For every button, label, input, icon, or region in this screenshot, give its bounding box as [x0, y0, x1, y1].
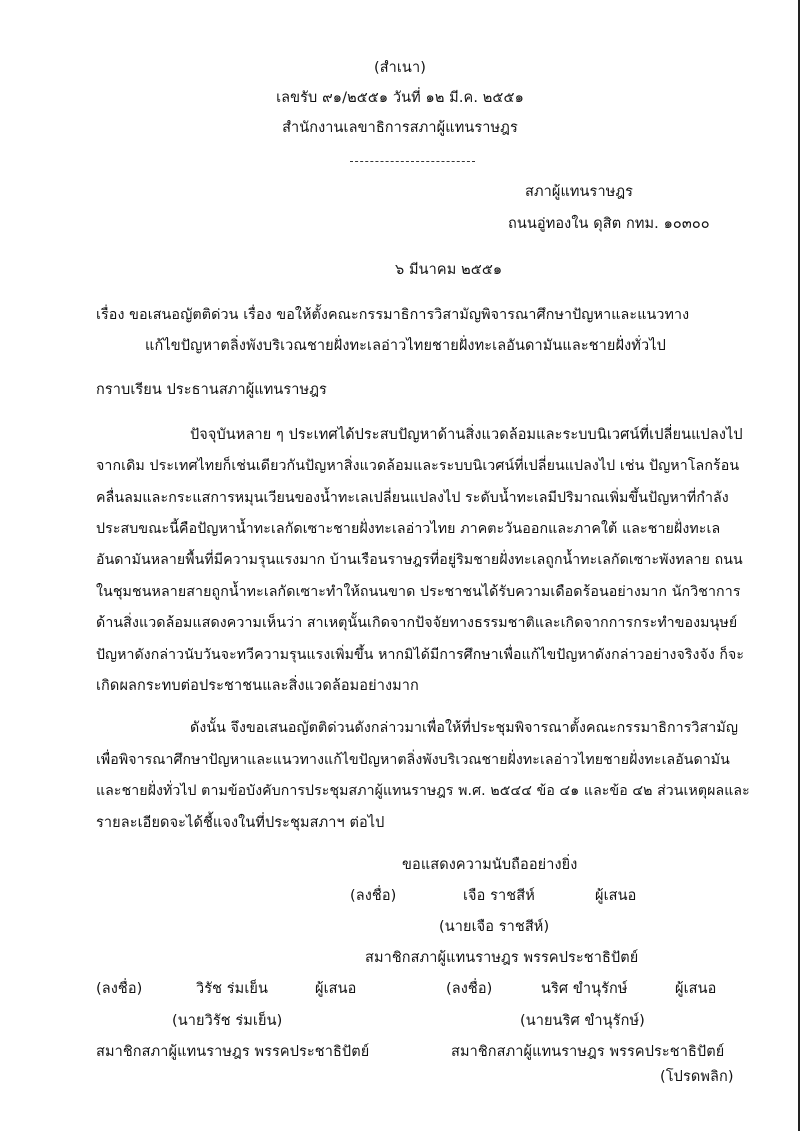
body-line: ปัจจุบันหลาย ๆ ประเทศได้ประสบปัญหาด้านสิ่งแวดล้อมและระบบนิเวศน์ที่เปลี่ยนแปลงไป	[190, 427, 743, 443]
signer-position: สมาชิกสภาผู้แทนราษฎร พรรคประชาธิปัตย์	[451, 1044, 725, 1060]
body-line: อันดามันหลายพื้นที่มีความรุนแรงมาก บ้านเรือนราษฎรที่อยู่ริมชายฝั่งทะเลถูกน้ำทะเลกัดเซาะพังทลาย ถนน	[96, 552, 743, 568]
subject-line-1: เรื่อง ขอเสนอญัตติด่วน เรื่อง ขอให้ตั้งคณะกรรมาธิการวิสามัญพิจารณาศึกษาปัญหาและแนวทาง	[96, 307, 690, 323]
body-line: ในชุมชนหลายสายถูกน้ำทะเลกัดเซาะทำให้ถนนขาด ประชาชนได้รับความเดือดร้อนอย่างมาก นักวิชาการ	[96, 584, 741, 600]
signature: วิรัช ร่มเย็น	[196, 981, 268, 997]
body-line: เกิดผลกระทบต่อประชาชนและสิ่งแวดล้อมอย่างมาก	[96, 678, 419, 694]
body-line: ประสบขณะนี้คือปัญหาน้ำทะเลกัดเซาะชายฝั่งทะเลอ่าวไทย ภาคตะวันออกและภาคใต้ และชายฝั่งทะเล	[96, 521, 721, 537]
body-line: และชายฝั่งทั่วไป ตามข้อบังคับการประชุมสภาผู้แทนราษฎร พ.ศ. ๒๕๔๔ ข้อ ๔๑ และข้อ ๔๒ ส่วนเหตุผลและ	[96, 783, 750, 799]
body-line: จากเดิม ประเทศไทยก็เช่นเดียวกันปัญหาสิ่งแวดล้อมและระบบนิเวศน์ที่เปลี่ยนแปลงไป เช่น ปัญหาโลกร้อน	[96, 458, 740, 474]
sign-label: (ลงชื่อ)	[96, 981, 143, 997]
document-date: ๖ มีนาคม ๒๕๕๑	[395, 262, 503, 278]
sign-label: (ลงชื่อ)	[446, 981, 493, 997]
signer-name: (นายนริศ ขำนุรักษ์)	[520, 1013, 645, 1029]
body-line: ด้านสิ่งแวดล้อมแสดงความเห็นว่า สาเหตุนั้นเกิดจากปัจจัยทางธรรมชาติและเกิดจากการกระทำของมนุษย์	[96, 615, 738, 631]
closing: ขอแสดงความนับถืออย่างยิ่ง	[402, 857, 578, 873]
body-line: ปัญหาดังกล่าวนับวันจะทวีความรุนแรงเพิ่มขึ้น หากมิได้มีการศึกษาเพื่อแก้ไขปัญหาดังกล่าวอย่างจริงจัง ก็จะ	[96, 647, 745, 663]
address-street: ถนนอู่ทองใน ดุสิต กทม. ๑๐๓๐๐	[508, 216, 710, 232]
proposer-role: ผู้เสนอ	[595, 888, 637, 904]
signer-name: (นายวิรัช ร่มเย็น)	[172, 1013, 283, 1029]
sign-label: (ลงชื่อ)	[350, 888, 397, 904]
body-line: รายละเอียดจะได้ชี้แจงในที่ประชุมสภาฯ ต่อไป	[96, 815, 385, 831]
body-line: คลื่นลมและกระแสการหมุนเวียนของน้ำทะเลเปลี่ยนแปลงไป ระดับน้ำทะเลมีปริมาณเพิ่มขึ้นปัญหาที่กำลัง	[96, 490, 729, 506]
proposer-role: ผู้เสนอ	[315, 981, 357, 997]
subject-line-2: แก้ไขปัญหาตลิ่งพังบริเวณชายฝั่งทะเลอ่าวไทยชายฝั่งทะเลอันดามันและชายฝั่งทั่วไป	[145, 338, 666, 354]
address-org: สภาผู้แทนราษฎร	[525, 184, 634, 200]
signer-position: สมาชิกสภาผู้แทนราษฎร พรรคประชาธิปัตย์	[96, 1044, 370, 1060]
proposer-role: ผู้เสนอ	[675, 981, 717, 997]
signature: นริศ ขำนุรักษ์	[541, 981, 628, 997]
body-line: เพื่อพิจารณาศึกษาปัญหาและแนวทางแก้ไขปัญหาตลิ่งพังบริเวณชายฝั่งทะเลอ่าวไทยชายฝั่งทะเลอันดามัน	[96, 752, 730, 768]
please-turn-over: (โปรดพลิก)	[660, 1069, 734, 1085]
receipt-line: เลขรับ ๙๑/๒๕๕๑ วันที่ ๑๒ มี.ค. ๒๕๕๑	[276, 90, 524, 106]
body-line: ดังนั้น จึงขอเสนอญัตติด่วนดังกล่าวมาเพื่อให้ที่ประชุมพิจารณาตั้งคณะกรรมาธิการวิสามัญ	[190, 720, 739, 736]
header-divider	[350, 161, 475, 162]
signer-position: สมาชิกสภาผู้แทนราษฎร พรรคประชาธิปัตย์	[365, 950, 639, 966]
signer-name: (นายเจือ ราชสีห์)	[439, 919, 550, 935]
copy-label: (สำเนา)	[374, 60, 426, 76]
signature: เจือ ราชสีห์	[463, 888, 535, 904]
office-name: สำนักงานเลขาธิการสภาผู้แทนราษฎร	[282, 120, 518, 136]
salutation: กราบเรียน ประธานสภาผู้แทนราษฎร	[96, 382, 327, 398]
